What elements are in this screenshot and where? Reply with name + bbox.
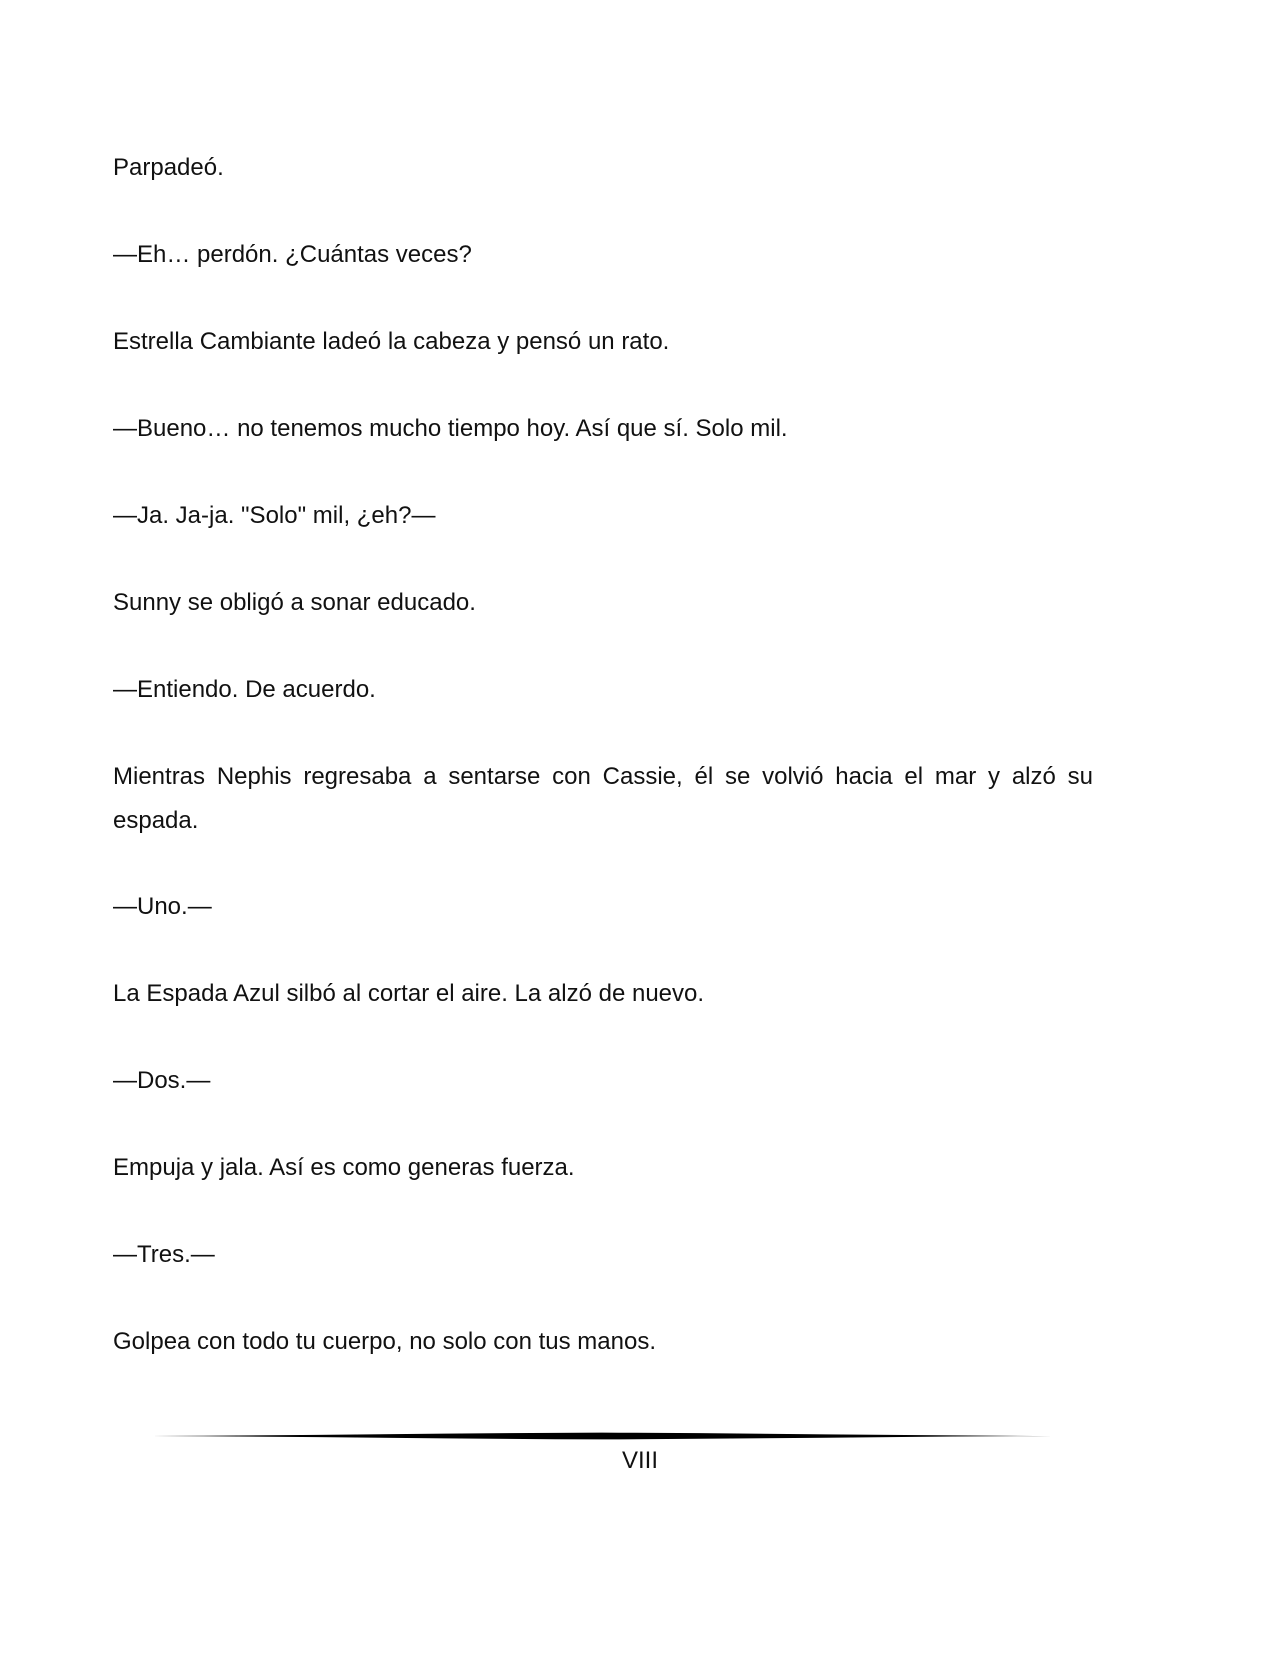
paragraph: —Dos.— <box>113 1067 211 1094</box>
paragraph: —Uno.— <box>113 893 212 920</box>
paragraph: —Ja. Ja-ja. "Solo" mil, ¿eh?— <box>113 502 436 529</box>
body-text <box>113 146 1093 1407</box>
paragraph: —Entiendo. De acuerdo. <box>113 676 376 703</box>
paragraph: La Espada Azul silbó al cortar el aire. La alzó de nuevo. <box>113 980 705 1007</box>
paragraph: —Bueno… no tenemos mucho tiempo hoy. Así que sí. Solo mil. <box>113 415 788 442</box>
paragraph: Sunny se obligó a sonar educado. <box>113 589 476 616</box>
paragraph: Parpadeó. <box>113 154 224 181</box>
paragraph: Estrella Cambiante ladeó la cabeza y pensó un rato. <box>113 328 670 355</box>
paragraph: Mientras Nephis regresaba a sentarse con Cassie, él se volvió hacia el mar y alzó su espada. <box>113 763 1093 834</box>
page-number: VIII <box>621 1447 658 1474</box>
paragraph: —Tres.— <box>113 1241 215 1268</box>
footer-divider <box>152 1430 1052 1442</box>
paragraph: Golpea con todo tu cuerpo, no solo con tus manos. <box>113 1328 657 1355</box>
paragraph: Empuja y jala. Así es como generas fuerza. <box>113 1154 575 1181</box>
paragraph: —Eh… perdón. ¿Cuántas veces? <box>113 241 472 268</box>
